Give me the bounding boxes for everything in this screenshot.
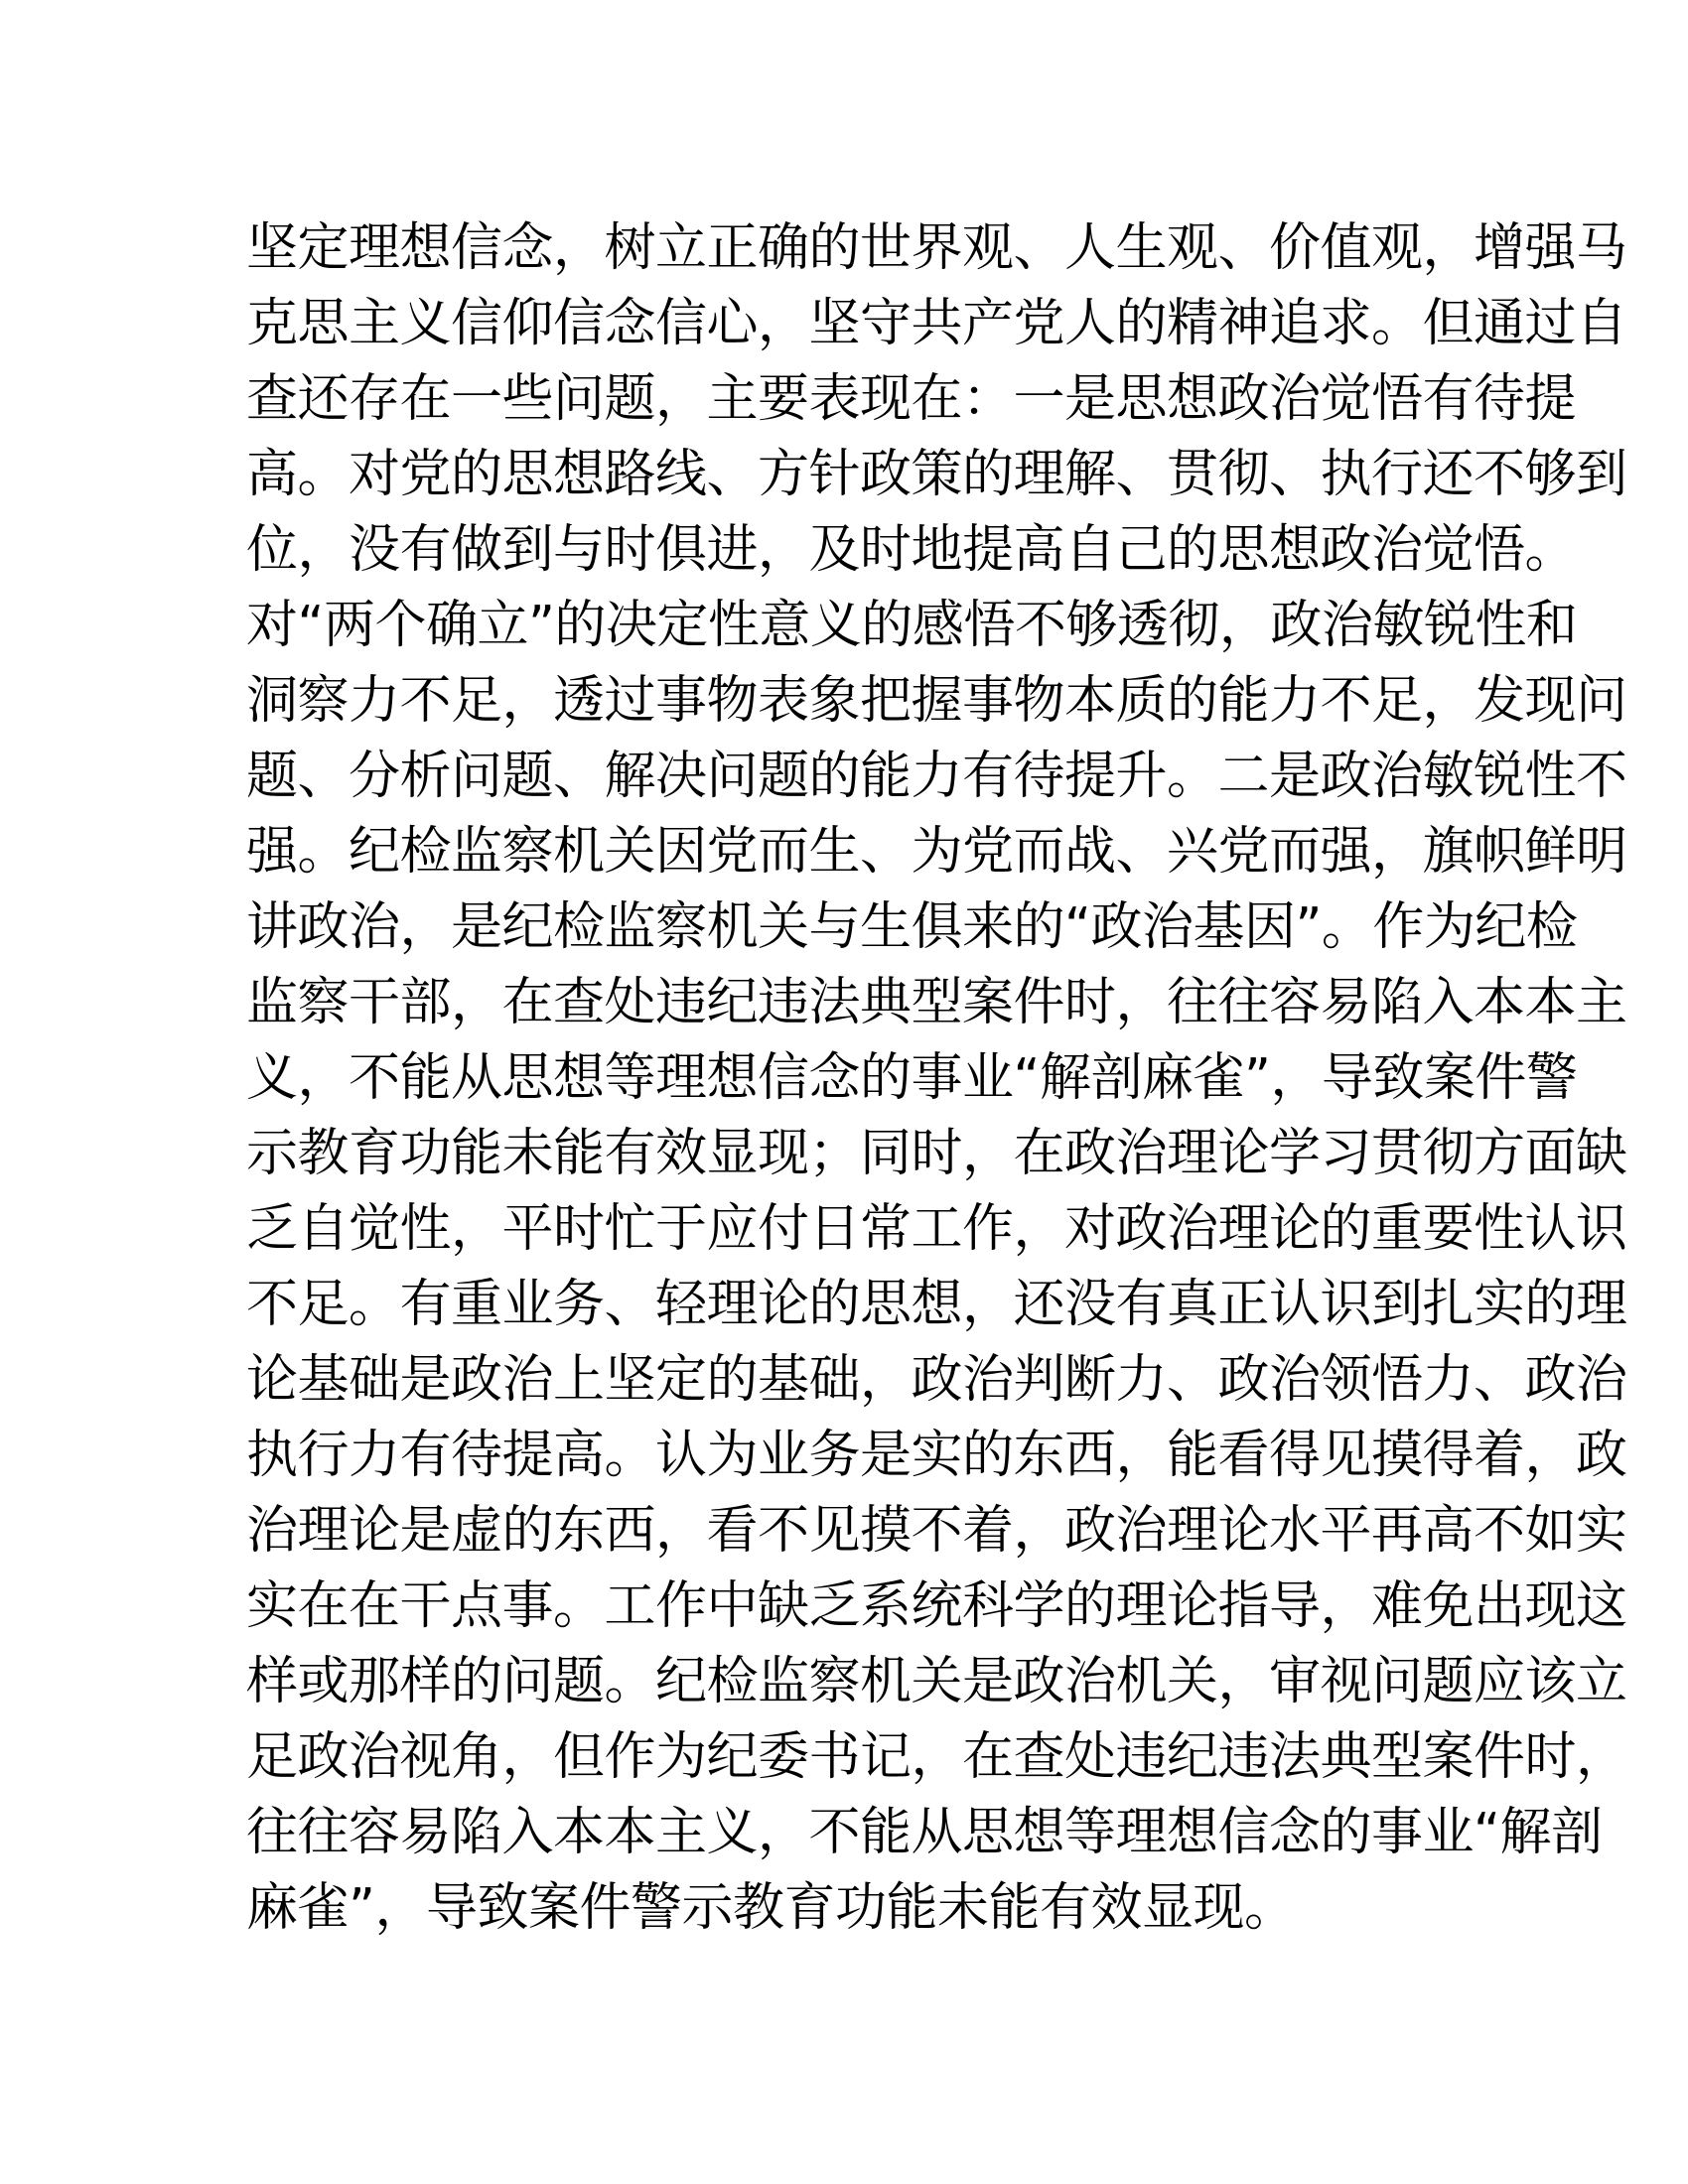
text-line-16: 论基础是政治上坚定的基础，政治判断力、政治领悟力、政治	[246, 1350, 1627, 1410]
text-line-13: 示教育功能未能有效显现；同时，在政治理论学习贯彻方面缺	[246, 1124, 1627, 1183]
body-paragraph	[246, 210, 1627, 1946]
text-line-17: 执行力有待提高。认为业务是实的东西，能看得见摸得着，政	[246, 1426, 1627, 1485]
text-line-11: 监察干部，在查处违纪违法典型案件时，往往容易陷入本本主	[246, 973, 1627, 1032]
text-line-9: 强。纪检监察机关因党而生、为党而战、兴党而强，旗帜鲜明	[246, 822, 1627, 882]
text-line-14: 乏自觉性，平时忙于应付日常工作，对政治理论的重要性认识	[246, 1199, 1627, 1259]
text-line-8: 题、分析问题、解决问题的能力有待提升。二是政治敏锐性不	[246, 747, 1627, 806]
text-line-19: 实在在干点事。工作中缺乏系统科学的理论指导，难免出现这	[246, 1576, 1627, 1636]
text-line-7: 洞察力不足，透过事物表象把握事物本质的能力不足，发现问	[246, 671, 1627, 731]
text-line-12: 义，不能从思想等理想信念的事业“解剖麻雀”，导致案件警	[246, 1048, 1578, 1108]
text-line-10: 讲政治，是纪检监察机关与生俱来的“政治基因”。作为纪检	[246, 897, 1578, 957]
text-line-23: 麻雀”，导致案件警示教育功能未能有效显现。	[246, 1878, 1296, 1938]
text-line-3: 查还存在一些问题，主要表现在：一是思想政治觉悟有待提	[246, 369, 1577, 429]
text-line-22: 往往容易陷入本本主义，不能从思想等理想信念的事业“解剖	[246, 1803, 1603, 1862]
text-line-2: 克思主义信仰信念信心，坚守共产党人的精神追求。但通过自	[246, 294, 1627, 353]
text-line-15: 不足。有重业务、轻理论的思想，还没有真正认识到扎实的理	[246, 1275, 1627, 1334]
text-line-1: 坚定理想信念，树立正确的世界观、人生观、价值观，增强马	[246, 218, 1627, 278]
text-line-20: 样或那样的问题。纪检监察机关是政治机关，审视问题应该立	[246, 1652, 1627, 1711]
text-line-21: 足政治视角，但作为纪委书记，在查处违纪违法典型案件时，	[246, 1727, 1627, 1787]
text-line-4: 高。对党的思想路线、方针政策的理解、贯彻、执行还不够到	[246, 445, 1627, 504]
text-line-18: 治理论是虚的东西，看不见摸不着，政治理论水平再高不如实	[246, 1501, 1627, 1561]
text-line-5: 位，没有做到与时俱进，及时地提高自己的思想政治觉悟。	[246, 520, 1577, 580]
text-line-6: 对“两个确立”的决定性意义的感悟不够透彻，政治敏锐性和	[246, 596, 1578, 655]
